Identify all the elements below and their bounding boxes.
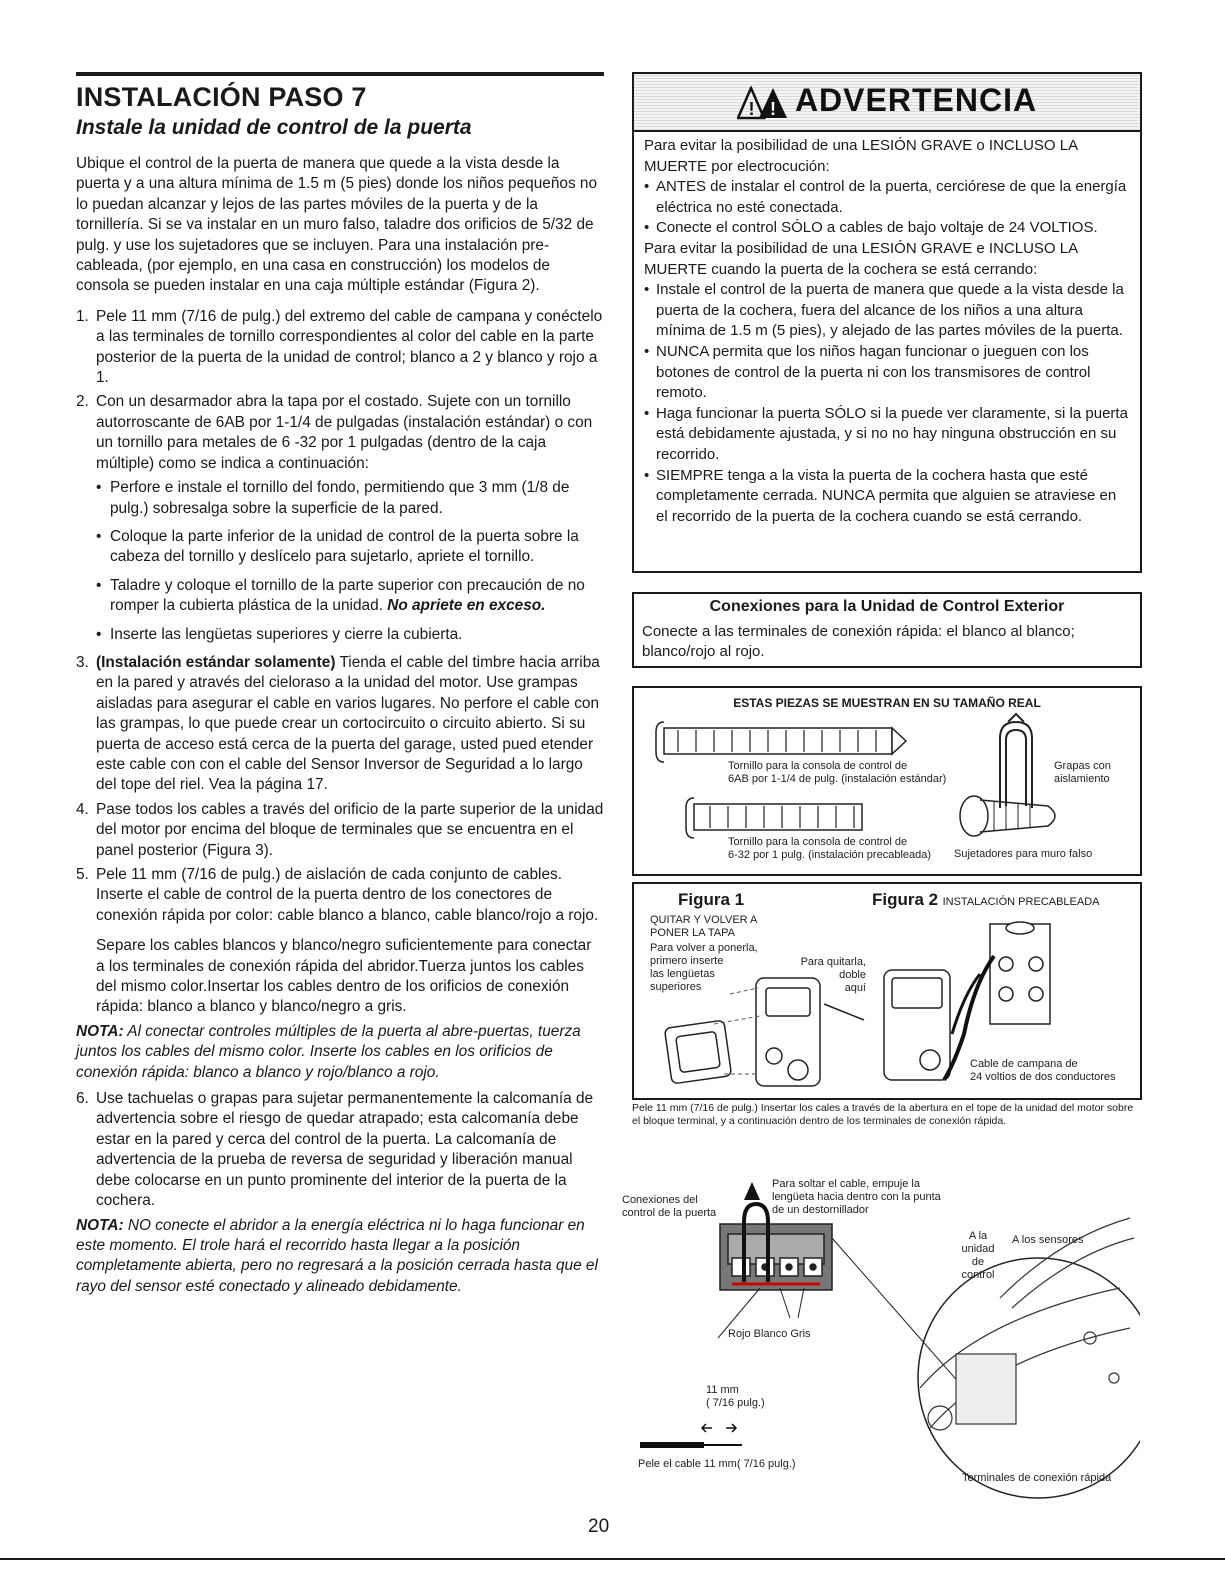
- anchors-label: Sujetadores para muro falso: [954, 848, 1093, 860]
- note-1: NOTA: Al conectar controles múltiples de la puerta al abre-puertas, tuerza juntos los cables del mismo color. Inserte los cables en los orificios de conexión rápida: blanco a blanco y rojo/blanco a rojo.: [76, 1022, 581, 1081]
- figures-box: [632, 882, 1142, 1100]
- put-back-label: Para volver a ponerla, primero inserte las lengüetas superiores: [650, 942, 758, 993]
- screw-6ab-icon: [656, 722, 906, 762]
- remove-label: Para quitarla, doble aquí: [800, 956, 866, 994]
- warning-bullet: • SIEMPRE tenga a la vista la puerta de la cochera hasta que esté completamente cerrada. NUNCA permita que alguien se atraviese en el recorrido de la puerta de la cochera cuando se está cerrando.: [644, 466, 1132, 528]
- remove-cover-label: QUITAR Y VOLVER A PONER LA TAPA: [650, 914, 758, 939]
- release-label: Para soltar el cable, empuje la lengüeta hacia dentro con la punta de un destornillador: [772, 1178, 941, 1216]
- bullet: • Perfore e instale el tornillo del fondo, permitiendo que 3 mm (1/8 de pulg.) sobresalga sobre la superficie de la pared.: [96, 478, 604, 519]
- warning-bullet: • Instale el control de la puerta de manera que quede a la vista desde la puerta de la cochera, fuera del alcance de los niños a una altura mínima de 1.5 m (5 pies), y alejado de las partes móviles de la puerta.: [644, 280, 1132, 342]
- strip-wire-label: Pele el cable 11 mm( 7/16 pulg.): [638, 1458, 796, 1470]
- page-title: INSTALACIÓN PASO 7: [76, 82, 367, 112]
- title-rule: [76, 72, 604, 76]
- warning-text: Para evitar la posibilidad de una LESIÓN GRAVE o INCLUSO LA MUERTE por electrocución: • ANTES de instalar el control de la puerta, cerciórese de que la energía eléctrica no esté conectada. • Conecte el control SÓLO a cables de bajo voltaje de 24 VOLTIOS. Para evitar la posibilidad de una LESIÓN GRAVE e INCLUSO LA MUERTE cuando la puerta de la cochera se está cerrando: • Instale el control de la puerta de manera que quede a la vista desde la puerta de la cochera, fuera del alcance de los niños a una altura mínima de 1.5 m (5 pies), y alejado de las partes móviles de la puerta. • NUNCA permita que los niños hagan funcionar o jueguen con los botones de control de la puerta ni con los transmisores de control remoto. • Haga funcionar la puerta SÓLO si la puede ver claramente, si la puerta está debidamente ajustada, y si no no hay ninguna obstrucción en su recorrido. • SIEMPRE tenga a la vista la puerta de la cochera hasta que esté completamente cerrada. NUNCA permita que alguien se atraviese en el recorrido de la puerta de la cochera cuando se está cerrando.: [644, 136, 1132, 527]
- step-4: 4. Pase todos los cables a través del orificio de la parte superior de la unidad del motor por encima del bloque de terminales que se encuentra en el panel posterior (Figura 3).: [76, 800, 604, 859]
- to-sensors-label: A los sensores: [1012, 1234, 1084, 1246]
- note-2: NOTA: NO conecte el abridor a la energía eléctrica ni lo haga funcionar en este momento. El trole hará el recorrido hasta llegar a la posición completamente abierta, pero no regresará a la posición cerrada hasta que el rayo del sensor esté conectado y alineado debidamente.: [76, 1216, 598, 1295]
- step-6: 6. Use tachuelas o grapas para sujetar permanentemente la calcomanía de advertencia sobre el riesgo de quedar atrapado; esta calcomanía debe estar en la pared y cerca del control de la puerta. La calcomanía de advertencia de la prueba de reversa de seguridad y liberación manual debe colocarse en un punto prominente del interior de la puerta de la cochera.: [76, 1090, 594, 1210]
- door-control-connections-label: Conexiones del control de la puerta: [622, 1194, 717, 1219]
- figure-1-title: Figura 1: [678, 890, 745, 909]
- warning-bullet: • ANTES de instalar el control de la puerta, cerciórese de que la energía eléctrica no esté conectada.: [644, 177, 1132, 218]
- warning-title: ADVERTENCIA: [794, 82, 1038, 118]
- page-subtitle: Instale la unidad de control de la puerta: [76, 116, 472, 139]
- step-5: 5. Pele 11 mm (7/16 de pulg.) de aislación de cada conjunto de cables. Inserte el cable de control de la puerta dentro de los conectores de conexión rápida por color: cable blanco a blanco, cable blanco/rojo a rojo. Separe los cables blancos y blanco/negro suficientemente para conectar a los terminales de conexión rápida del abridor.Tuerza juntos los cables del mismo color.Insertar los cables dentro de los orificios de conexión rápida: blanco a blanco y blanco/negro a gris.: [76, 865, 604, 1018]
- figure-3: [620, 1178, 1140, 1508]
- screw1-label: Tornillo para la consola de control de 6AB por 1-1/4 de pulg. (instalación estándar): [728, 760, 947, 785]
- intro-paragraph: Ubique el control de la puerta de manera que quede a la vista desde la puerta y a una altura mínima de 1.5 m (5 pies) donde los niños pequeños no lo puedan alcanzar y lejos de las partes móviles de la puerta y de la tornillería. Si se va instalar en un muro falso, taladre dos orificios de 5/32 de pulg. y use los sujetadores que se incluyen. Para una instalación pre-cableada, (por ejemplo, en una casa en construcción) los modelos de consola se pueden instalar en una caja múltiple estándar (Figura 2).: [76, 155, 598, 295]
- svg-text:!: !: [769, 98, 777, 119]
- connections-title: Conexiones para la Unidad de Control Exterior: [709, 598, 1065, 615]
- connections-box: [632, 592, 1142, 668]
- warning-header: [634, 74, 1140, 132]
- step-3: 3. (Instalación estándar solamente) Tienda el cable del timbre hacia arriba en la pared y através del cieloraso a la unidad del motor. Use grampas aisladas para asegurar el cable en varios lugares. No perfore el cable con las grampas, lo que puede crear un cortocircuito o circuito abierto. Si su puerta de acceso está cerca de la puerta del garage, usted pued etender este cable con con el cable del Sensor Inversor de Seguridad a lo largo del tope del riel. Vea la página 17.: [76, 653, 600, 794]
- parts-box: [632, 686, 1142, 876]
- figure-caption: Pele 11 mm (7/16 de pulg.) Insertar los cales a través de la abertura en el tope de la unidad del motor sobre el bloque terminal, y a continuación dentro de los terminales de conexión rápida.: [632, 1102, 1134, 1127]
- page-number: 20: [588, 1516, 610, 1537]
- instructions-body: [76, 154, 604, 1303]
- step-2-bullets: [96, 478, 604, 645]
- step-2: 2. Con un desarmador abra la tapa por el costado. Sujete con un tornillo autorroscante de 6AB por 1-1/4 de pulgadas (instalación estándar) o con un tornillo para metales de 6 -32 por 1 pulgadas (dentro de la caja múltiple) como se indica a continuación: • Perfore e instale el tornillo del fondo, permitiendo que 3 mm (1/8 de pulg.) sobresalga sobre la superficie de la pared. • Coloque la parte inferior de la unidad de control de la puerta sobre la cabeza del tornillo y deslícelo para sujetarlo, apriete el tornillo. • Taladre y coloque el tornillo de la parte superior con precaución de no romper la cubierta plástica de la unidad. No apriete en exceso. • Inserte las lengüetas superiores y cierre la cubierta.: [76, 392, 604, 644]
- screw-6-32-icon: [686, 798, 862, 838]
- to-control-unit-label: A la unidad de control: [961, 1230, 995, 1281]
- step-5-extra: Separe los cables blancos y blanco/negro suficientemente para conectar a los terminales de conexión rápida del abridor.Tuerza juntos los cables del mismo color.Insertar los cables dentro de los orificios de conexión rápida: blanco a blanco y blanco/negro a gris.: [96, 937, 592, 1016]
- warning-bullet: • Haga funcionar la puerta SÓLO si la puede ver claramente, si la puerta está debidamente ajustada, y si no no hay ninguna obstrucción en su recorrido.: [644, 404, 1132, 466]
- bell-wire-label: Cable de campana de 24 voltios de dos conductores: [970, 1058, 1116, 1083]
- bullet: • Taladre y coloque el tornillo de la parte superior con precaución de no romper la cubierta plástica de la unidad. No apriete en exceso.: [96, 576, 604, 617]
- strip-length-label: 11 mm ( 7/16 pulg.): [706, 1384, 765, 1409]
- warning-box: [632, 72, 1142, 573]
- parts-title: ESTAS PIEZAS SE MUESTRAN EN SU TAMAÑO REAL: [733, 696, 1041, 710]
- warning-bullet: • NUNCA permita que los niños hagan funcionar o jueguen con los botones de control de la puerta ni con los transmisores de control remoto.: [644, 342, 1132, 404]
- wall-anchor-icon: [960, 796, 1055, 836]
- staple-icon: [1000, 714, 1032, 808]
- bullet: • Inserte las lengüetas superiores y cierre la cubierta.: [96, 625, 604, 645]
- warning-bullet: • Conecte el control SÓLO a cables de bajo voltaje de 24 VOLTIOS.: [644, 218, 1132, 239]
- screw2-label: Tornillo para la consola de control de 6-32 por 1 pulg. (instalación precableada): [728, 836, 932, 861]
- figure-2-title-wrap: Figura 2 INSTALACIÓN PRECABLEADA: [872, 890, 1100, 909]
- quick-terminals-label: Terminales de conexión rápida: [962, 1472, 1112, 1484]
- bullet: • Coloque la parte inferior de la unidad de control de la puerta sobre la cabeza del tornillo y deslícelo para sujetarlo, apriete el tornillo.: [96, 527, 604, 568]
- connections-text: Conecte a las terminales de conexión rápida: el blanco al blanco; blanco/rojo al rojo.: [642, 623, 1075, 660]
- staples-label: Grapas con aislamiento: [1054, 760, 1111, 785]
- step-1: 1. Pele 11 mm (7/16 de pulg.) del extremo del cable de campana y conéctelo a las terminales de tornillo correspondientes al color del cable en la parte posterior de la puerta de la unidad de control; blanco a 2 y blanco y rojo a 1.: [76, 307, 603, 387]
- steps-list: [76, 307, 604, 1018]
- svg-text:!: !: [748, 98, 756, 119]
- warning-triangle-icon: [737, 86, 789, 120]
- wire-colors-label: Rojo Blanco Gris: [728, 1328, 811, 1340]
- bottom-rule: [0, 1558, 1225, 1560]
